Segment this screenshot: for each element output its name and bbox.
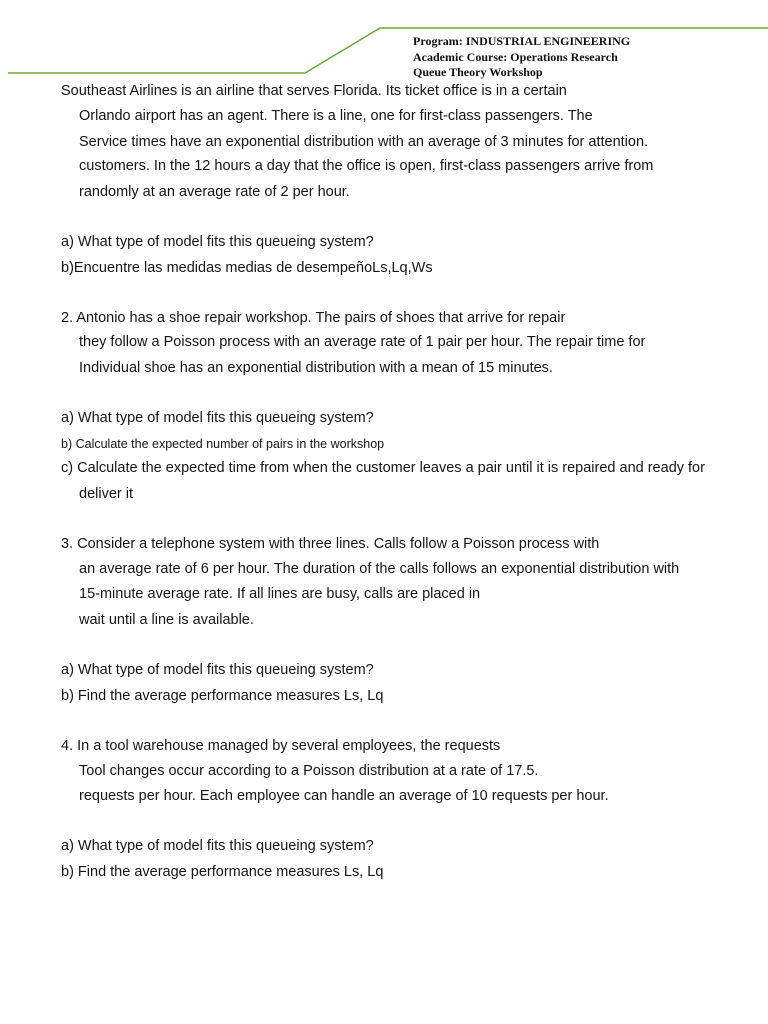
problem-2-line-2: they follow a Poisson process with an average rate of 1 pair per hour. The repair time for	[79, 334, 646, 350]
problem-4-line-1: 4. In a tool warehouse managed by several employees, the requests	[61, 738, 501, 754]
problem-1-line-4: customers. In the 12 hours a day that the office is open, first-class passengers arrive from	[79, 158, 654, 174]
problem-1-line-5: randomly at an average rate of 2 per hour.	[79, 184, 350, 200]
problem-1-line-1: Southeast Airlines is an airline that serves Florida. Its ticket office is in a certain	[61, 83, 567, 99]
problem-1-line-2: Orlando airport has an agent. There is a line, one for first-class passengers. The	[79, 108, 593, 124]
problem-3-line-3: 15-minute average rate. If all lines are busy, calls are placed in	[79, 586, 481, 602]
problem-3-question-b: b) Find the average performance measures Ls, Lq	[61, 688, 384, 704]
program-title: Program: INDUSTRIAL ENGINEERING	[413, 34, 631, 48]
problem-3-line-2: an average rate of 6 per hour. The duration of the calls follows an exponential distribution with	[79, 561, 680, 577]
header-decorative-lines	[0, 0, 768, 80]
document-header	[413, 34, 630, 81]
problem-1-question-b: b)Encuentre las medidas medias de desempeñoLs,Lq,Ws	[61, 260, 433, 276]
problem-2-line-3: Individual shoe has an exponential distribution with a mean of 15 minutes.	[79, 360, 553, 376]
problem-4-question-a: a) What type of model fits this queueing system?	[61, 838, 374, 854]
problem-3-line-1: 3. Consider a telephone system with three lines. Calls follow a Poisson process with	[61, 536, 600, 552]
problem-3-question-a: a) What type of model fits this queueing system?	[61, 662, 374, 678]
problem-4-line-3: requests per hour. Each employee can handle an average of 10 requests per hour.	[79, 788, 609, 804]
problem-1-line-3: Service times have an exponential distribution with an average of 3 minutes for attention.	[79, 134, 649, 150]
course-title: Academic Course: Operations Research	[413, 49, 618, 64]
problem-2-question-a: a) What type of model fits this queueing system?	[61, 410, 374, 426]
problem-2-question-c: c) Calculate the expected time from when the customer leaves a pair until it is repaired and ready for	[61, 460, 705, 476]
problem-1-question-a: a) What type of model fits this queueing system?	[61, 234, 374, 250]
problem-2-line-1: 2. Antonio has a shoe repair workshop. The pairs of shoes that arrive for repair	[61, 310, 566, 326]
problem-3-line-4: wait until a line is available.	[79, 612, 254, 628]
problem-4-line-2: Tool changes occur according to a Poisson distribution at a rate of 17.5.	[79, 763, 539, 779]
problem-2-question-c-cont: deliver it	[79, 486, 133, 502]
problem-2-question-b: b) Calculate the expected number of pairs in the workshop	[61, 437, 385, 451]
workshop-title: Queue Theory Workshop	[413, 65, 543, 79]
problem-4-question-b: b) Find the average performance measures Ls, Lq	[61, 864, 384, 880]
